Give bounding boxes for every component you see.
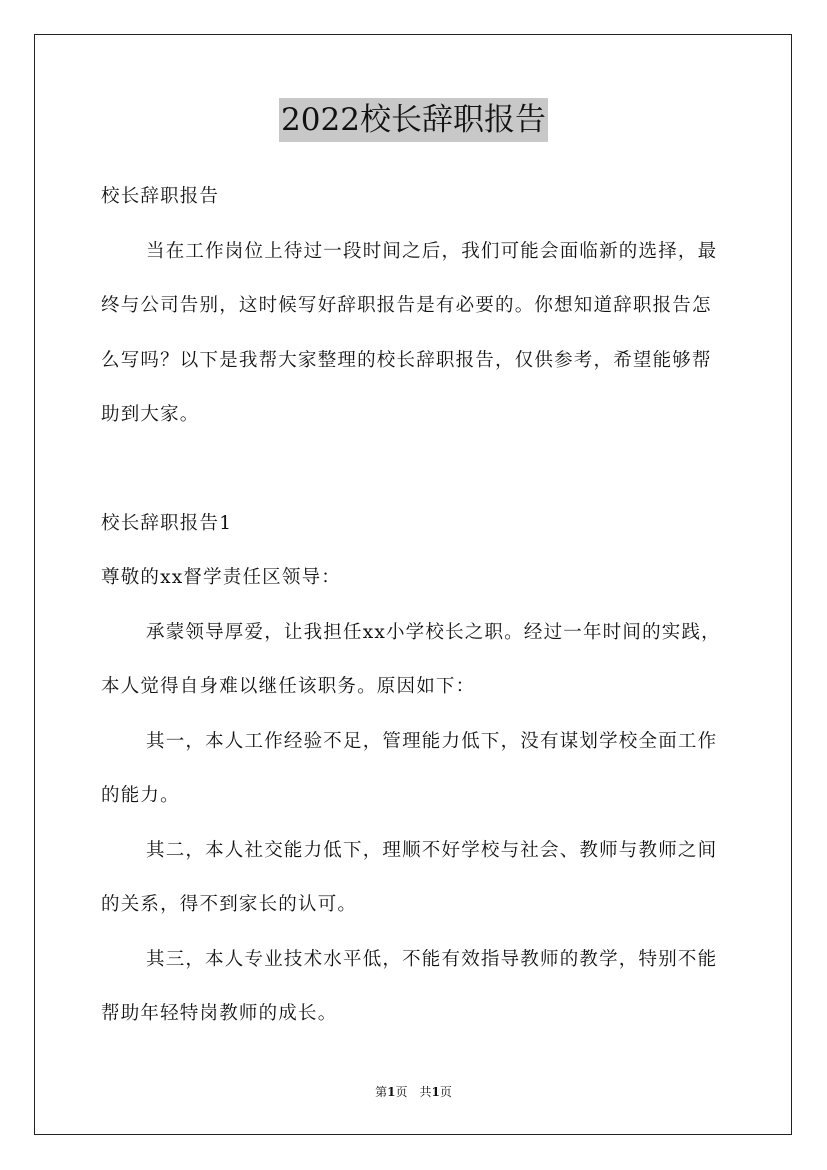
section-heading: 校长辞职报告1 [101, 512, 233, 534]
paragraph-gap [101, 443, 728, 497]
page-end: 页 [439, 1085, 452, 1099]
page-footer [0, 1083, 827, 1101]
page-prefix: 第 [375, 1085, 388, 1099]
body-paragraph: 其二，本人社交能力低下，理顺不好学校与社会、教师与教师之间的关系，得不到家长的认可。 [101, 839, 718, 915]
intro-paragraph: 当在工作岗位上待过一段时间之后，我们可能会面临新的选择，最终与公司告别，这时候写好辞职报告是有必要的。你想知道辞职报告怎么写吗？以下是我帮大家整理的校长辞职报告，仅供参考，希望能够帮助到大家。 [101, 240, 718, 425]
page-total: 1 [431, 1085, 440, 1099]
salutation: 尊敬的xx督学责任区领导： [101, 567, 341, 588]
title-container [0, 98, 827, 142]
subtitle: 校长辞职报告 [101, 186, 220, 207]
body-paragraph: 承蒙领导厚爱，让我担任xx小学校长之职。经过一年时间的实践，本人觉得自身难以继任该职务。原因如下： [101, 621, 721, 697]
document-body [101, 170, 728, 1042]
document-title: 2022校长辞职报告 [279, 98, 548, 142]
body-paragraph: 其一，本人工作经验不足，管理能力低下，没有谋划学校全面工作的能力。 [101, 730, 718, 806]
page-suffix: 页 共 [395, 1085, 432, 1099]
page-current: 1 [387, 1085, 396, 1099]
body-paragraph: 其三，本人专业技术水平低，不能有效指导教师的教学，特别不能帮助年轻特岗教师的成长。 [101, 948, 718, 1024]
